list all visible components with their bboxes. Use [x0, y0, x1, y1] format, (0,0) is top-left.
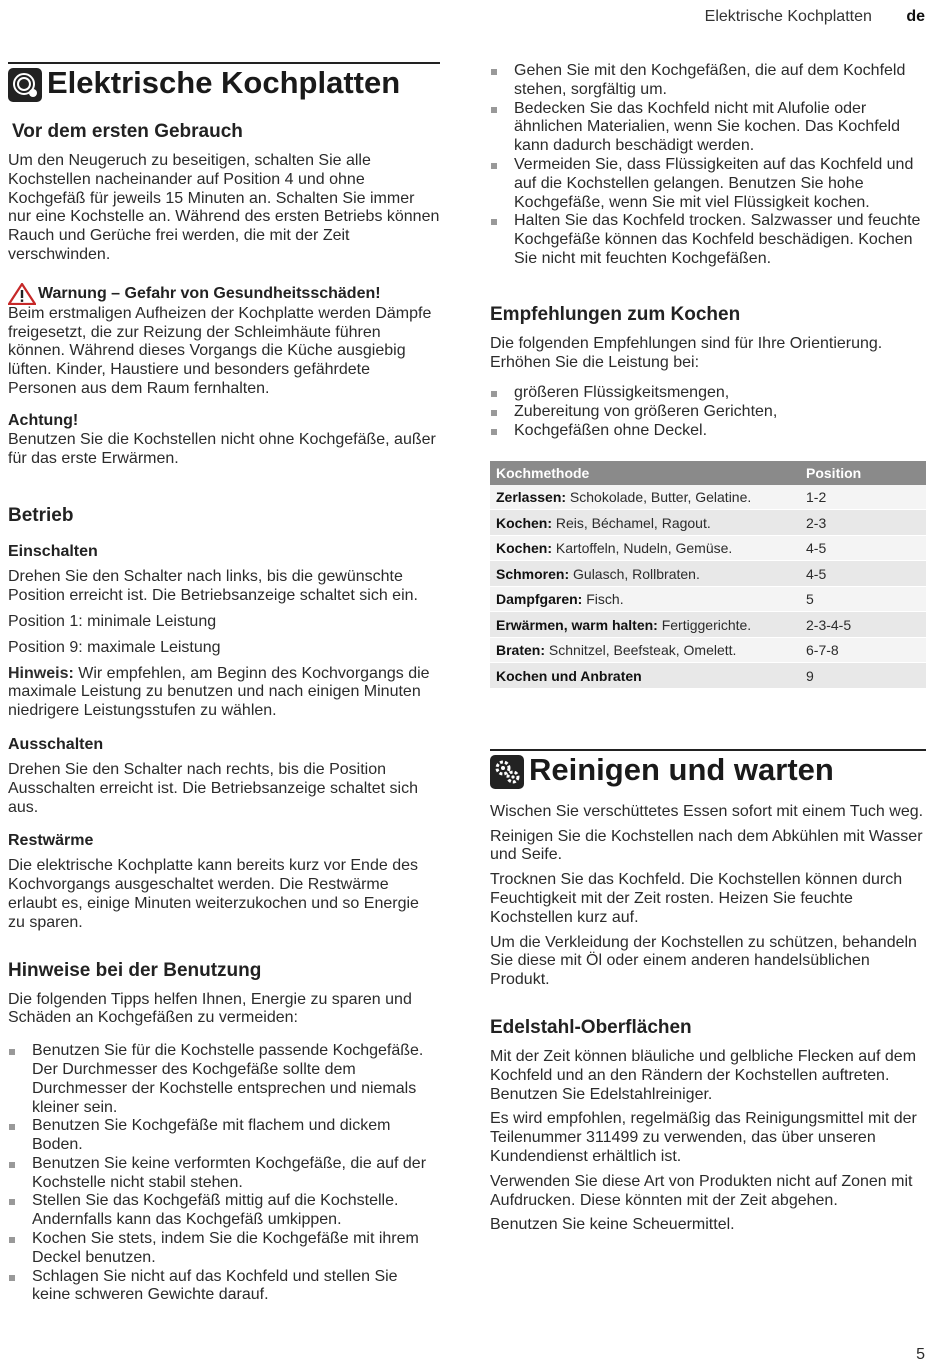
list-item: Benutzen Sie keine verformten Kochgefäße, die auf der Kochstelle nicht stabil stehen.: [8, 1155, 440, 1193]
table-row: [490, 586, 926, 612]
steel-heading: Edelstahl-Oberflächen: [490, 1016, 692, 1038]
cleaning-p1-text: Wischen Sie verschüttetes Essen sofort mit einem Tuch weg.: [490, 802, 924, 820]
list-item: Kochgefäßen ohne Deckel.: [490, 422, 926, 441]
list-item: Benutzen Sie für die Kochstelle passende Kochgefäße. Der Durchmesser des Kochgefäße sollte dem Durchmesser der Kochstelle entsprechen und niemals kleiner sein.: [8, 1042, 440, 1117]
table-row: [490, 535, 926, 561]
list-item: größeren Flüssigkeitsmengen,: [490, 384, 926, 403]
table-row: [490, 485, 926, 510]
usage-list: [8, 1042, 440, 1305]
table-header-method: Kochmethode: [490, 461, 800, 485]
table-row: [490, 637, 926, 663]
table-cell-position: 4-5: [800, 535, 926, 561]
caution-text: Benutzen Sie die Kochstellen nicht ohne Kochgefäße, außer für das erste Erwärmen.: [8, 430, 436, 467]
table-cell-position: 5: [800, 586, 926, 612]
hob-icon: [8, 68, 42, 102]
recommend-list: [490, 384, 926, 440]
table-header-row: [490, 461, 926, 485]
gears-icon: [490, 755, 524, 789]
table-cell-method: [490, 485, 800, 510]
chapter-title: Elektrische Kochplatten: [47, 65, 401, 100]
residual-heat-text: Die elektrische Kochplatte kann bereits kurz vor Ende des Kochvorgangs ausgeschaltet werden. Die Restwärme erlaubt es, einige Minuten weiterzukochen und so Energie zu sparen.: [8, 857, 419, 931]
method-food: Fertiggerichte.: [657, 616, 752, 633]
cleaning-p2: Reinigen Sie die Kochstellen nach dem Abkühlen mit Wasser und Seife.: [490, 827, 923, 864]
list-item: Zubereitung von größeren Gerichten,: [490, 403, 926, 422]
method-food: Kartoffeln, Nudeln, Gemüse.: [552, 540, 733, 556]
table-row: [490, 612, 926, 638]
cleaning-p3: Trocknen Sie das Kochfeld. Die Kochstellen können durch Feuchtigkeit mit der Zeit rosten. Heizen Sie feuchte Kochstellen kurz auf.: [490, 871, 903, 926]
cleaning-p1: [490, 803, 926, 822]
table-cell-position: 2-3-4-5: [800, 612, 926, 638]
table-cell-method: [490, 612, 800, 638]
warning-heading: [8, 283, 440, 305]
first-use-heading: Vor dem ersten Gebrauch: [12, 121, 243, 142]
method-food: Schnitzel, Beefsteak, Omelett.: [545, 642, 737, 658]
warning-title: Warnung – Gefahr von Gesundheitsschäden!: [38, 284, 381, 302]
list-item: Halten Sie das Kochfeld trocken. Salzwasser und feuchte Kochgefäße können das Kochfeld beschädigen. Kochen Sie nicht mit feuchten Kochgefäßen.: [490, 212, 926, 268]
recommend-intro: Die folgenden Empfehlungen sind für Ihre Orientierung. Erhöhen Sie die Leistung bei:: [490, 334, 883, 371]
table-cell-position: 6-7-8: [800, 637, 926, 663]
list-item: Bedecken Sie das Kochfeld nicht mit Alufolie oder ähnlichen Materialien, wenn Sie kochen. Das Kochfeld kann dadurch beschädigt werden.: [490, 100, 926, 156]
usage-heading: Hinweise bei der Benutzung: [8, 959, 262, 981]
list-item: Schlagen Sie nicht auf das Kochfeld und stellen Sie keine schweren Gewichte darauf.: [8, 1268, 440, 1306]
method-name: Schmoren:: [496, 565, 570, 582]
cooking-table: [490, 461, 926, 689]
right-column: [490, 62, 926, 1235]
page-number: 5: [916, 1346, 925, 1363]
recommend-heading: Empfehlungen zum Kochen: [490, 303, 741, 325]
method-name: Kochen:: [496, 540, 552, 556]
table-cell-position: 1-2: [800, 485, 926, 510]
table-cell-position: 2-3: [800, 510, 926, 536]
list-item: Stellen Sie das Kochgefäß mittig auf die Kochstelle. Andernfalls kann das Kochgefäß umkippen.: [8, 1192, 440, 1230]
list-item: Vermeiden Sie, dass Flüssigkeiten auf das Kochfeld und auf die Kochstellen gelangen. Benutzen Sie hohe Kochgefäße, wenn Sie mit viel Flüssigkeit kochen.: [490, 156, 926, 212]
steel-p1: Mit der Zeit können bläuliche und gelbliche Flecken auf dem Kochfeld und an den Rändern der Kochstellen auftreten. Benutzen Sie Edelstahlreiniger.: [490, 1047, 917, 1103]
cleaning-p4: Um die Verkleidung der Kochstellen zu schützen, behandeln Sie diese mit Öl oder einem anderen handelsüblichen Produkt.: [490, 933, 917, 989]
list-item: Kochen Sie stets, indem Sie die Kochgefäße mit ihrem Deckel benutzen.: [8, 1230, 440, 1268]
table-cell-method: [490, 663, 800, 689]
table-row: [490, 663, 926, 689]
table-header-position: Position: [800, 461, 926, 485]
table-cell-method: [490, 535, 800, 561]
steel-p3: Verwenden Sie diese Art von Produkten nicht auf Zonen mit Aufdrucken. Diese könnten mit der Zeit abgehen.: [490, 1172, 913, 1209]
position-1-text: Position 1: minimale Leistung: [8, 612, 217, 630]
method-name: Zerlassen:: [496, 489, 567, 505]
switch-off-text: Drehen Sie den Schalter nach rechts, bis die Position Ausschalten erreicht ist. Die Betriebsanzeige schaltet sich aus.: [8, 760, 418, 816]
table-cell-method: [490, 637, 800, 663]
method-food: Reis, Béchamel, Ragout.: [552, 514, 711, 531]
method-food: Schokolade, Butter, Gelatine.: [566, 489, 752, 505]
usage-intro: Die folgenden Tipps helfen Ihnen, Energie zu sparen und Schäden an Kochgefäßen zu vermeiden:: [8, 990, 412, 1027]
usage-list-continued: [490, 62, 926, 269]
left-column: [8, 62, 440, 1305]
switch-on-heading: Einschalten: [8, 543, 98, 561]
page-header: [705, 8, 925, 26]
cleaning-chapter-heading: [490, 749, 926, 789]
table-row: [490, 510, 926, 536]
table-cell-position: 4-5: [800, 561, 926, 587]
method-name: Kochen und Anbraten: [496, 667, 642, 684]
first-use-text: Um den Neugeruch zu beseitigen, schalten Sie alle Kochstellen nacheinander auf Position 4 und ohne Kochgefäß für jeweils 15 Minuten an. Schalten Sie immer nur eine Kochstelle an. Während des ersten Betriebs können Rauch und Gerüche frei werden, die mit der Zeit verschwinden.: [8, 152, 440, 263]
header-section-title: Elektrische Kochplatten: [704, 8, 872, 25]
table-cell-method: [490, 510, 800, 536]
table-cell-method: [490, 586, 800, 612]
hint-label: Hinweis:: [8, 664, 74, 682]
chapter-heading: [8, 62, 440, 102]
list-item: Benutzen Sie Kochgefäße mit flachem und dickem Boden.: [8, 1117, 440, 1155]
method-food: Fisch.: [582, 591, 624, 607]
switch-off-heading: Ausschalten: [8, 735, 104, 753]
hint-text: [8, 665, 440, 721]
method-name: Dampfgaren:: [496, 591, 583, 607]
steel-p2: Es wird empfohlen, regelmäßig das Reinigungsmittel mit der Teilenummer 311499 zu verwenden, das über unseren Kundendienst erhältlich ist.: [490, 1110, 917, 1165]
warning-triangle-icon: [8, 283, 36, 305]
header-language: de: [906, 8, 925, 25]
position-9-text: Position 9: maximale Leistung: [8, 638, 221, 656]
residual-heat-heading: Restwärme: [8, 832, 94, 850]
switch-on-text: Drehen Sie den Schalter nach links, bis die gewünschte Position erreicht ist. Die Betriebsanzeige schaltet sich ein.: [8, 568, 418, 605]
table-row: [490, 561, 926, 587]
warning-text: Beim erstmaligen Aufheizen der Kochplatte werden Dämpfe freigesetzt, die zur Reizung der Schleimhäute führen können. Während dieses Vorgangs die Küche ausgiebig lüften. Kinder, Haustiere und besonders gefährdete Personen aus dem Raum fernhalten.: [8, 304, 432, 397]
method-food: Gulasch, Rollbraten.: [569, 565, 700, 582]
steel-p4: Benutzen Sie keine Scheuermittel.: [490, 1216, 735, 1234]
method-name: Braten:: [496, 642, 546, 658]
table-cell-position: 9: [800, 663, 926, 689]
hint-body: Wir empfehlen, am Beginn des Kochvorgangs die maximale Leistung zu benutzen und nach einigen Minuten niedrigere Leistungsstufen zu wählen.: [8, 664, 430, 720]
method-name: Kochen:: [496, 514, 552, 531]
caution-title: Achtung!: [8, 411, 79, 429]
method-name: Erwärmen, warm halten:: [496, 616, 658, 633]
table-cell-method: [490, 561, 800, 587]
list-item: Gehen Sie mit den Kochgefäßen, die auf dem Kochfeld stehen, sorgfältig um.: [490, 62, 926, 100]
operation-heading: Betrieb: [8, 505, 74, 527]
cleaning-chapter-title: Reinigen und warten: [529, 751, 834, 787]
